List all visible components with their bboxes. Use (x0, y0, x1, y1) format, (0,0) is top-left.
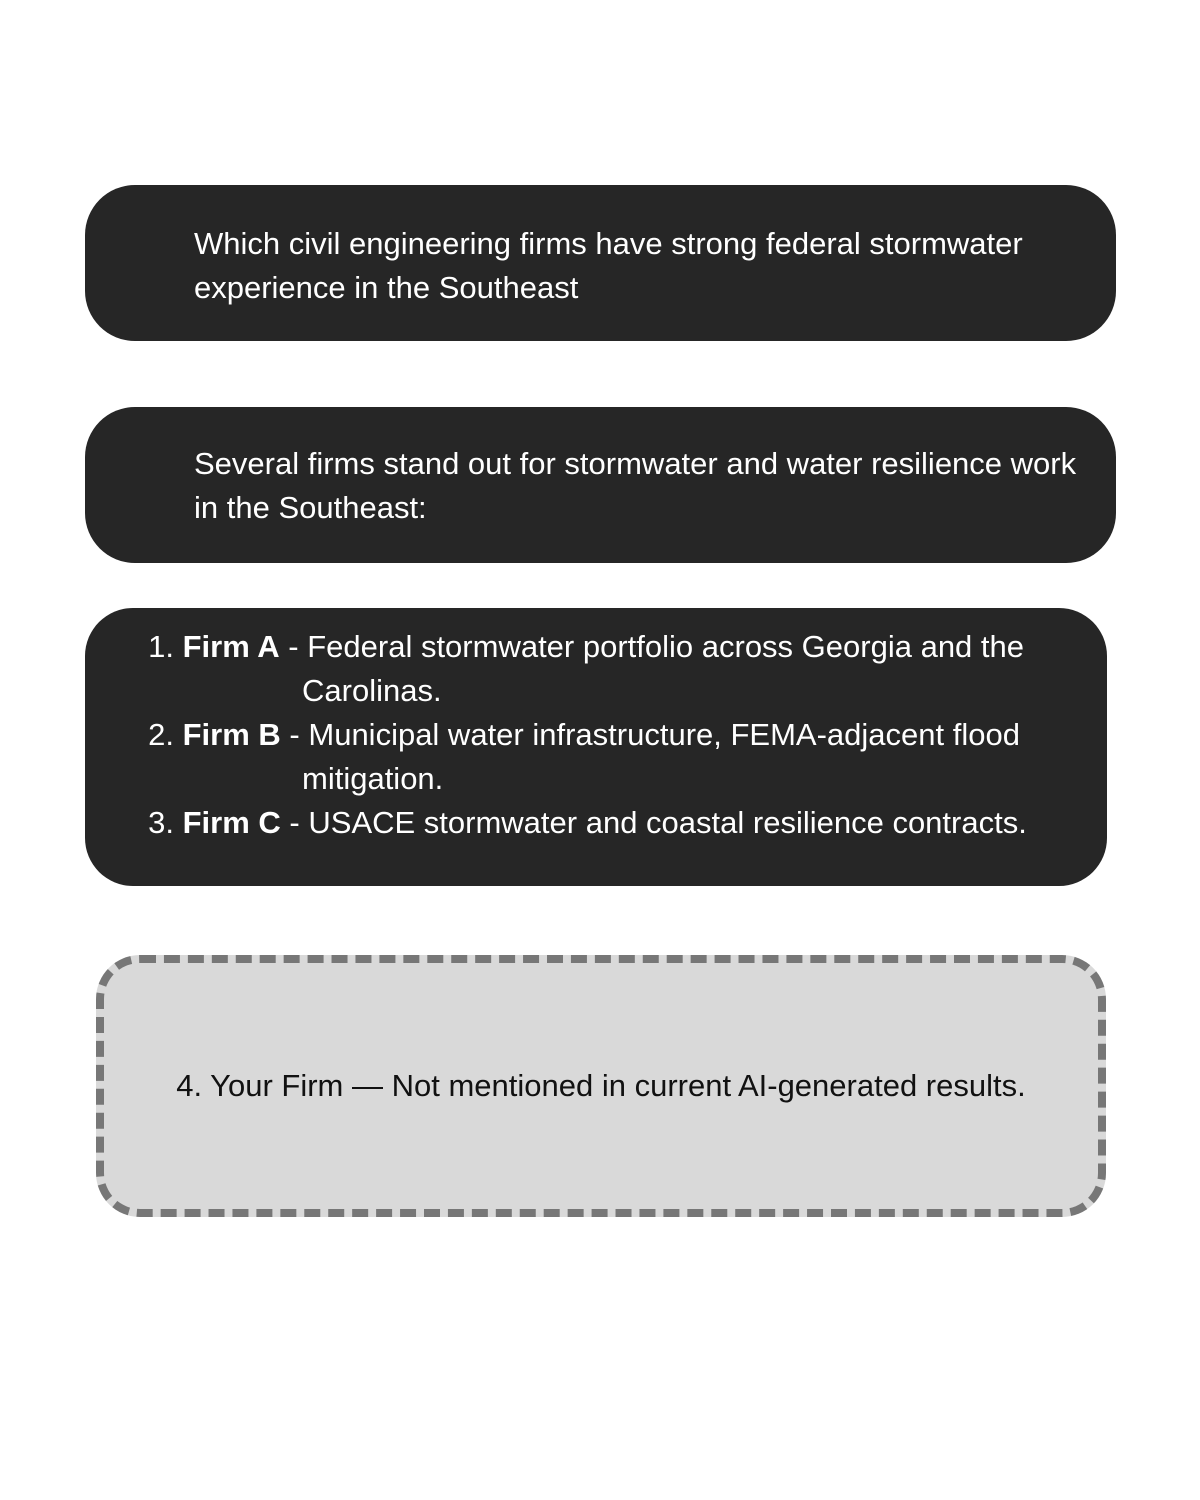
firm-name: Firm C (182, 805, 281, 840)
query-text: Which civil engineering firms have strong federal stormwater experience in the Southeast (194, 226, 1023, 305)
firm-separator: - (280, 717, 309, 752)
firm-description: Municipal water infrastructure, FEMA-adjacent flood mitigation. (302, 717, 1020, 796)
firm-description: USACE stormwater and coastal resilience contracts. (308, 805, 1027, 840)
firm-list-item (85, 625, 1087, 713)
firm-list-item (85, 713, 1087, 801)
query-bubble (85, 185, 1116, 341)
your-firm-text: 4. Your Firm — Not mentioned in current AI-generated results. (176, 1068, 1026, 1103)
firm-list (85, 625, 1087, 845)
firm-number: 2. (148, 717, 174, 752)
firm-number: 1. (148, 629, 174, 664)
firm-name: Firm B (182, 717, 281, 752)
your-firm-placeholder (96, 955, 1106, 1217)
firm-separator: - (280, 805, 309, 840)
firm-list-item (85, 801, 1087, 845)
firm-number: 3. (148, 805, 174, 840)
answer-intro-text: Several firms stand out for stormwater and water resilience work in the Southeast: (194, 446, 1077, 525)
firm-list-bubble (85, 608, 1107, 886)
firm-name: Firm A (182, 629, 280, 664)
firm-description: Federal stormwater portfolio across Georgia and the Carolinas. (302, 629, 1025, 708)
answer-intro-bubble (85, 407, 1116, 563)
firm-separator: - (279, 629, 308, 664)
